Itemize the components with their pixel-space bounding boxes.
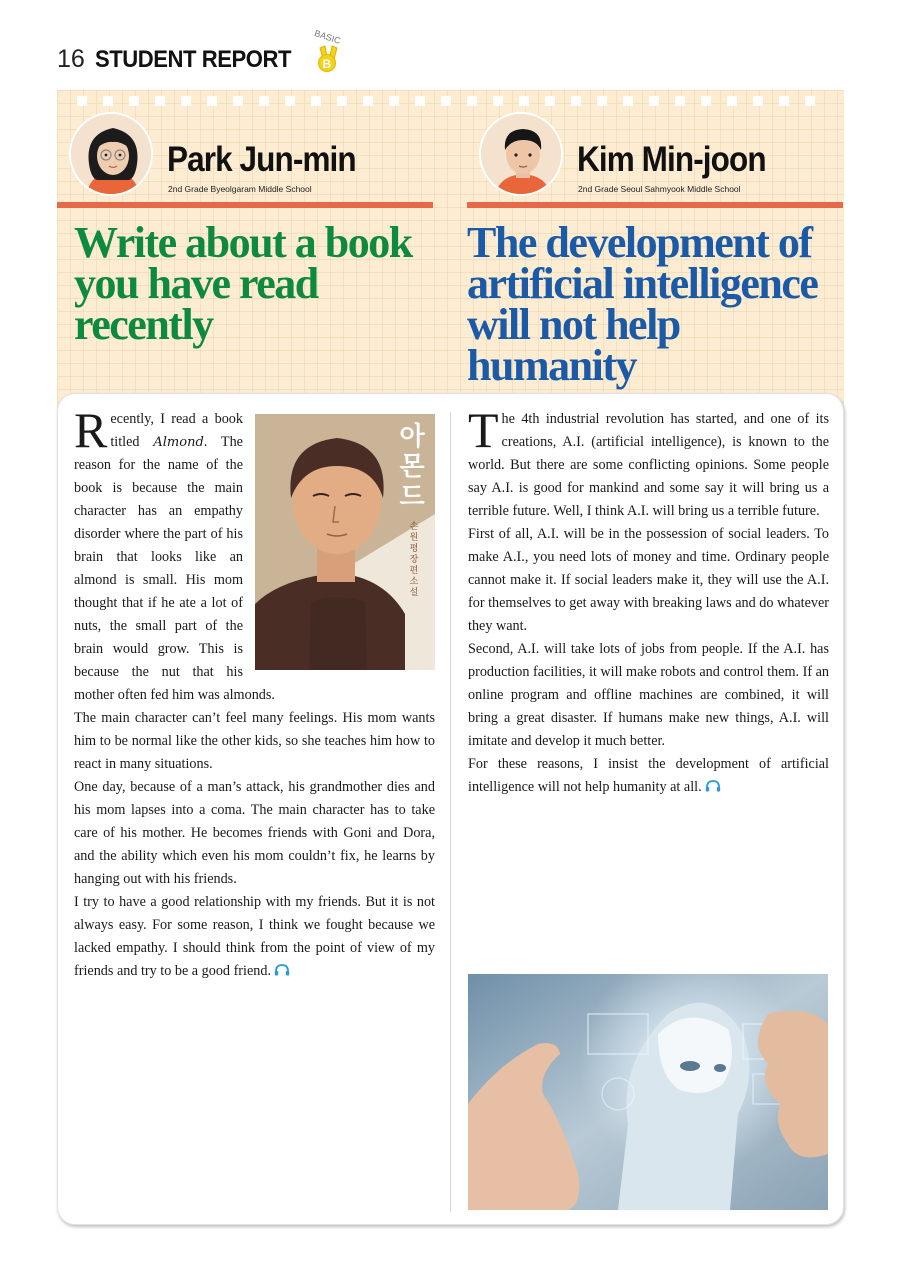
author-name: Kim Min-joon xyxy=(577,140,766,179)
level-letter: B xyxy=(318,54,336,72)
robot-hands-illustration xyxy=(468,974,828,1210)
column-divider xyxy=(450,412,451,1212)
paragraph xyxy=(468,402,829,523)
author-block-right xyxy=(467,110,843,210)
paragraph: First of all, A.I. will be in the possession of social leaders. To make A.I., you need lots of money and time. Ordinary people cannot make it. If social leaders make it, they will use the A.I. for themselves to get away with breaking laws and do whatever they want. xyxy=(468,526,829,634)
level-badge xyxy=(312,28,348,80)
section-title: STUDENT REPORT xyxy=(94,46,291,73)
drop-cap: R xyxy=(74,402,108,458)
paragraph-text: I try to have a good relationship with my friends. But it is not always easy. For some reason, I think we fought because we lacked empathy. I should think from the point of view of my friends and try to be a good friend. xyxy=(74,894,435,979)
level-label: BASIC xyxy=(312,28,342,46)
book-cover-image xyxy=(255,414,435,670)
author-name: Park Jun-min xyxy=(167,140,356,179)
avatar xyxy=(479,112,563,196)
author-block-left xyxy=(57,110,433,210)
paragraph: Second, A.I. will take lots of jobs from people. If the A.I. has production facilities, it will make robots and control them. If an online program and offline machines are combined, it will bring a great disaster. If humans make new things, A.I. will imitate and develop it much better. xyxy=(468,641,829,749)
book-title: Almond xyxy=(153,435,204,450)
paragraph: One day, because of a man’s attack, his grandmother dies and his mom lapses into a coma. The main character has to take care of his mother. He becomes friends with Goni and Dora, and the ability which even his mom couldn’t fix, he learns by hanging out with his friends. xyxy=(74,779,435,887)
headphones-icon xyxy=(705,779,721,792)
book-cover-author: 손원평 장편소설 xyxy=(409,522,419,598)
paragraph-text: . The reason for the name of the book is because the main character has an empathy disorder where the part of his brain that looks like an almond is small. His mom thought that if he ate a lot of nuts, the small part of the brain would grow. This is because the nut that his mother often fed him was almonds. xyxy=(74,434,275,703)
article-card xyxy=(57,393,844,1225)
page-number: 16 xyxy=(57,45,85,73)
page-header xyxy=(57,30,348,80)
hero-banner xyxy=(57,90,844,420)
boy-portrait-icon xyxy=(481,114,563,196)
author-divider xyxy=(467,202,843,208)
decorative-dot-strip xyxy=(77,96,824,106)
article-left xyxy=(74,402,435,983)
book-cover-title: 아몬드 xyxy=(399,422,425,512)
article-right xyxy=(468,402,829,799)
drop-cap: T xyxy=(468,402,499,458)
paragraph-text: he 4th industrial revolution has started, and one of its creations, A.I. (artificial intelligence), is known to the world. But there are some conflicting opinions. Some people say A.I. is good for mankind and some say it will bring us a terrible future. Well, I think A.I. will bring us a terrible future. xyxy=(468,411,829,519)
avatar xyxy=(69,112,153,196)
paragraph-text: ecently, I read a book titled xyxy=(110,411,243,450)
headline-left: Write about a book you have read recently xyxy=(74,218,412,349)
paragraph-text: For these reasons, I insist the development of artificial intelligence will not help humanity at all. xyxy=(468,756,829,795)
author-school: 2nd Grade Byeolgaram Middle School xyxy=(168,184,312,194)
paragraph xyxy=(74,891,435,983)
headphones-icon xyxy=(274,963,290,976)
headline-right: The development of artificial intelligence will not help humanity xyxy=(467,218,818,390)
author-divider xyxy=(57,202,433,208)
paragraph xyxy=(468,753,829,799)
girl-portrait-icon xyxy=(71,114,153,196)
author-school: 2nd Grade Seoul Sahmyook Middle School xyxy=(578,184,741,194)
paragraph: The main character can’t feel many feelings. His mom wants him to be normal like the other kids, so she teaches him how to react in many situations. xyxy=(74,710,435,772)
ai-robot-image xyxy=(468,974,828,1210)
